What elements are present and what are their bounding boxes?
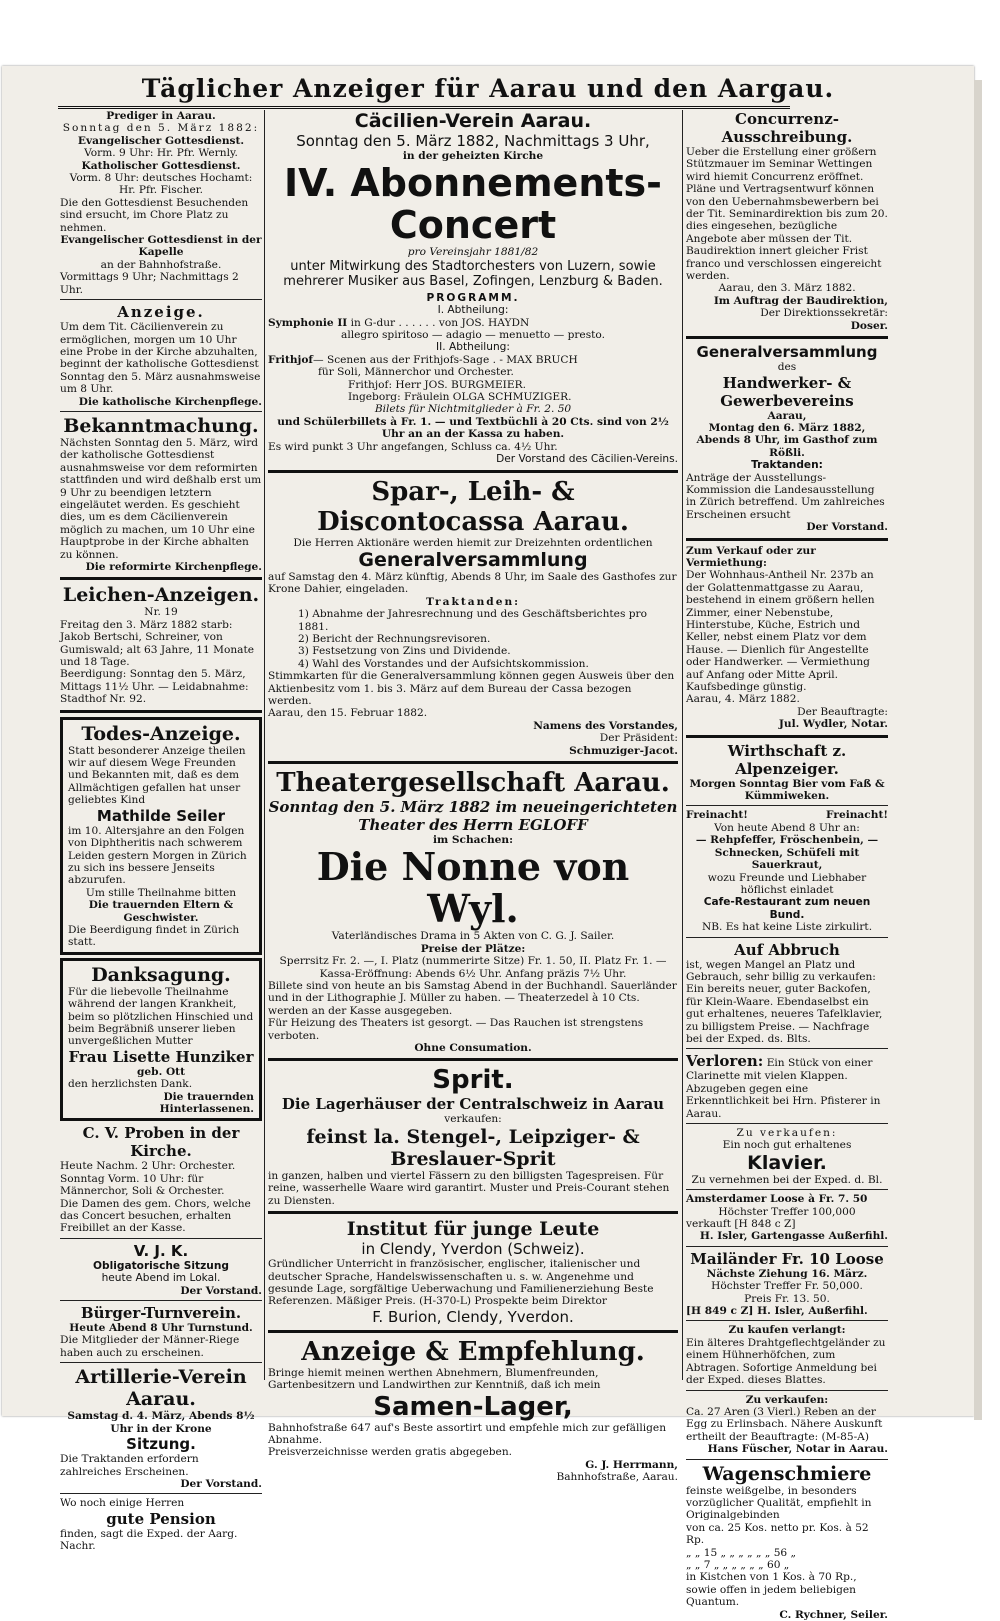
dank-text: Für die liebevolle Theilnahme während der langen Krankheit, beim so plötzlichen Hinschied und beim Begräbniß unserer lieben unvergeßlichen Mutter [68,985,254,1048]
todes-text: Statt besonderer Anzeige theilen wir auf diesem Wege Freunden und Bekannten mit, daß es dem Allmächtigen gefallen hat unser geliebtes Kind [68,744,246,807]
sprit-text: in ganzen, halben und viertel Fässern zu den billigsten Tagespreisen. Für reine, wasserhelle Waare wird garantirt. Muster und Preis-Courant stehen zu Diensten. [268,1169,670,1207]
prog-symph2: in G-dur . . . . . . von JOS. HAYDN [350,316,530,329]
spar-t4: 4) Wahl des Vorstandes und der Aufsichtskommission. [298,657,589,670]
prog-symph: Symphonie II [268,316,348,329]
theat-price-text: Sperrsitz Fr. 2. —, I. Platz (nummerirte Sitze) Fr. 1. 50, II. Platz Fr. 1. — [279,955,667,968]
conc-date: Aarau, den 3. März 1882. [718,282,856,295]
reb-sign: Hans Füscher, Notar in Aarau. [707,1443,888,1456]
frei-big: — Rehpfeffer, Fröschenbein, — [695,834,879,847]
spar-sign3: Schmuziger-Jacot. [569,744,678,757]
verl-text: Ein Stück von einer Clarinette mit vielen Klappen. Abzugeben gegen eine Erkenntlichkeit bei Hrn. Pfisterer in Aarau. [686,1057,881,1120]
vjk-sub: Obligatorische Sitzung [93,1259,229,1272]
mail-text3: Preis Fr. 13. 50. [744,1292,830,1305]
prediger-title: Prediger in Aarau. [106,110,216,122]
page-edge [974,80,982,1420]
art-text: Samstag d. 4. März, Abends 8½ Uhr in der Krone [67,1410,255,1435]
conc-sign: Im Auftrag der Baudirektion, [713,294,888,307]
gv-des: des [777,361,797,374]
conc-text: Ueber die Erstellung einer größern Stützmauer im Seminar Wettingen wird hiemit Concurrenz eröffnet. Pläne und Vertragsentwurf können von den Uebernahmsbewerbern bei der Tit. Seminardirektion bis zum 20. dies eingesehen, bezügliche Angebote aber müssen der Tit. Baudirektion innert gleicher Frist franco und verschlossen eingereicht werden. [686,146,888,283]
prog-2: II. Abtheilung: [436,341,510,354]
column-middle [268,110,678,1484]
sprit-big: feinst la. Stengel-, Leipziger- & Breslauer-Sprit [306,1125,640,1170]
prog-frith5: Ingeborg: Fräulein OLGA SCHMUZIGER. [348,391,572,404]
mail-sign: [H 849 c Z] H. Isler, Außerfihl. [686,1305,868,1318]
ev-title: Evangelischer Gottesdienst. [77,134,245,147]
frei-nb: NB. Es hat keine Liste zirkulirt. [701,921,873,934]
kapelle-text: an der Bahnhofstraße. [100,258,222,271]
mail-text: Nächste Ziehung 16. März. [706,1267,868,1280]
todes-name: Mathilde Seiler [96,806,226,825]
prog-start: Es wird punkt 3 Uhr angefangen, Schluss ca. 4½ Uhr. [268,440,558,453]
inst-place: in Clendy, Yverdon (Schweiz). [361,1240,585,1259]
samen-sign: G. J. Herrmann, [585,1458,678,1471]
prog-frith2: — Scenen aus der Frithjofs-Sage . - MAX BRUCH [313,353,578,366]
pension-text: Wo noch einige Herren [60,1497,185,1510]
theat-sub: Vaterländisches Drama in 5 Akten von C. G. J. Sailer. [331,930,615,943]
dank-title: Danksagung. [91,963,231,986]
prog-frith3: für Soli, Männerchor und Orchester. [318,366,514,379]
cac-title: Cäcilien-Verein Aarau. [354,110,592,132]
prog-sign: Der Vorstand des Cäcilien-Vereins. [496,453,678,466]
verk-text: Der Wohnhaus-Antheil Nr. 237b an der Golattenmattgasse zu Aarau, bestehend in einem größern hellen Zimmer, einer Nebenstube, Hinterstube, Küche, Estrich und Keller, nebst einem Platz vor dem Hause. — Dienlich für Angestellte oder Handwerker. — Vermiethung auf Anfang oder Mitte April. Kaufsbedinge günstig. [686,569,875,694]
cac-place: in der geheizten Kirche [402,150,544,162]
abbr-title: Auf Abbruch [734,940,840,959]
lose-text2: verkauft [H 848 c Z] [686,1218,796,1231]
frei-big2: Schnecken, Schüfeli mit Sauerkraut, [714,846,860,872]
gv-title: Generalversammlung [696,343,878,362]
wag-text4: „ „ 7 „ „ „ „ „ „ 60 „ [686,1558,790,1571]
spar-gv: Generalversammlung [358,548,588,571]
verk-sign: Der Beauftragte: [797,705,888,718]
cac-with: unter Mitwirkung des Stadtorchesters von Luzern, sowie mehrerer Musiker aus Basel, Zofingen, Lenzburg & Baden. [283,258,663,289]
wirt-text: Morgen Sonntag Bier vom Faß & Kümmiweken. [689,777,885,803]
verl-title: Verloren: [686,1052,764,1071]
art-text2: Die Traktanden erfordern zahlreiches Erscheinen. [60,1453,199,1478]
cac-date: Sonntag den 5. März 1882, Nachmittags 3 Uhr, [296,132,650,150]
ev-text: Vorm. 9 Uhr: Hr. Pfr. Wernly. [84,147,238,160]
art-sitzung: Sitzung. [126,1435,196,1454]
kapelle-text2: Vormittags 9 Uhr; Nachmittags 2 Uhr. [60,271,239,296]
prog-bil2: und Schülerbillets à Fr. 1. — und Textbüchli à 20 Cts. sind von 2½ Uhr an an der Kassa zu haben. [277,415,669,441]
turn-text: Heute Abend 8 Uhr Turnstund. [69,1322,253,1335]
klav-text: Zu verkaufen: [736,1127,838,1139]
anzeige-text: Um dem Tit. Cäcilienverein zu ermöglichen, morgen um 10 Uhr eine Probe in der Kirche abzuhalten, beginnt der katholische Gottesdienst Sonntag den 5. März ausnahmsweise um 8 Uhr. [60,321,261,396]
leichen-nr: Nr. 19 [144,606,178,619]
spar-text3: Stimmkarten für die Generalversammlung können gegen Ausweis über den Aktienbesitz vom 1. bis 3. März auf dem Bureau der Cassa bezogen werden. [268,670,675,707]
gv-verein: Handwerker- & Gewerbevereins [720,373,854,410]
dank-name2: geb. Ott [137,1065,185,1078]
theat-open: Kassa-Eröffnung: Abends 6½ Uhr. Anfang präzis 7½ Uhr. [319,967,627,980]
theat-heat: Für Heizung des Theaters ist gesorgt. — Das Rauchen ist strengstens verboten. [268,1017,644,1042]
dank-sign: Die trauernden Hinterlassenen. [159,1090,254,1115]
column-divider [682,110,683,1380]
theat-bil: Billete sind von heute an bis Samstag Abend in der Buchhandl. Sauerländer und in der Lithographie J. Müller zu haben. — Theaterzedel à 10 Cts. werden an der Kasse ausgegeben. [268,980,677,1017]
column-right [686,110,888,1621]
kauf-text: Ein älteres Drahtgeflechtgeländer zu einem Hühnerhöfchen, zum Abtragen. Sofortige Anmeldung bei der Exped. dieses Blattes. [686,1336,886,1387]
anzeige-sign: Die katholische Kirchenpflege. [78,395,262,408]
todes-text4: Die Beerdigung findet in Zürich statt. [68,923,240,949]
art-sign: Der Vorstand. [180,1477,262,1490]
theat-title: Theatergesellschaft Aarau. [276,768,670,798]
prog-frith: Frithjof [268,353,313,366]
sprit-sub: Die Lagerhäuser der Centralschweiz in Aarau [281,1095,665,1114]
bek-sign: Die reformirte Kirchenpflege. [85,561,262,573]
wag-text: feinste weißgelbe, in besonders vorzüglicher Qualität, empfiehlt in Originalgebinden [686,1484,872,1522]
spar-trakt: Traktanden: [425,595,521,608]
frei-title2: Freinacht! [826,809,888,822]
wag-text3: „ „ 15 „ „ „ „ „ „ 56 „ [686,1546,797,1559]
bek-text: Nächsten Sonntag den 5. März, wird der katholische Gottesdienst ausnahmsweise vor dem reformirten stattfinden und wird deßhalb erst um 9 Uhr zu beendigen letztern eingeläutet werden. Es geschieht dies, um es dem Cäcilienverein möglich zu machen, um 10 Uhr eine Hauptprobe in der Kirche abhalten zu können. [60,436,262,561]
cv-text2: Die Damen des gem. Chors, welche das Concert besuchen, erhalten Freibillet an der Kasse. [60,1197,251,1235]
samen-big: Samen-Lager, [373,1391,573,1422]
dank-box [60,958,262,1122]
kath-text: Vorm. 8 Uhr: deutsches Hochamt: Hr. Pfr. Fischer. [69,172,253,197]
cac-concert: IV. Abonnements-Concert [284,161,662,248]
prog-title: PROGRAMM. [426,291,520,304]
reb-text: Ca. 27 Aren (3 Vierl.) Reben an der Egg zu Erlinsbach. Nähere Auskunft ertheilt der Beauftragte: (M-85-A) [686,1405,883,1443]
lose-sign: H. Isler, Gartengasse Außerfihl. [699,1230,888,1243]
inst-text: Gründlicher Unterricht in französischer, englischer, italienischer und deutscher Sprache, Handelswissenschaften u. s. w. Angenehme und gesunde Lage, sorgfältige Ueberwachung und Familienerziehung Beste Referenzen. Mäßiger Preis. (H-370-L) Prospekte beim Direktor [268,1258,654,1308]
todes-text3: Um stille Theilnahme bitten [85,886,237,899]
cv-text: Heute Nachm. 2 Uhr: Orchester. Sonntag Vorm. 10 Uhr: für Männerchor, Soli & Orchester. [60,1160,236,1198]
verk-sign2: Jul. Wydler, Notar. [778,718,888,731]
newspaper-page [2,66,974,1621]
klav-text2: Ein noch gut erhaltenes [722,1139,852,1152]
top-rule [58,106,790,109]
gv-sign: Der Vorstand. [806,521,888,534]
mail-title: Mailänder Fr. 10 Loose [690,1249,884,1268]
vjk-text: heute Abend im Lokal. [101,1272,221,1285]
frei-cafe: Cafe-Restaurant zum neuen Bund. [703,896,871,921]
wirt-title: Wirthschaft z. Alpenzeiger. [727,741,847,778]
mail-text2: Höchster Treffer Fr. 50,000. [711,1280,863,1293]
wag-text2: von ca. 25 Kos. netto pr. Kos. à 52 Rp. [686,1521,869,1547]
sprit-title: Sprit. [432,1065,514,1096]
vjk-title: V. J. K. [133,1241,189,1260]
gv-aarau: Aarau, [767,409,807,422]
lose-text: Höchster Treffer 100,000 [718,1205,856,1218]
theat-play: Die Nonne von Wyl. [316,844,630,932]
abbr-text: ist, wegen Mangel an Platz und Gebrauch, sehr billig zu verkaufen: Ein bereits neuer, guter Backofen, für Klein-Waare. Ebendaselbst ein gut erhaltenes, neueres Tafelklavier, zu billigstem Preise. — Nachfrage bei der Exped. ds. Blts. [686,958,883,1045]
samen-text2: Bahnhofstraße 647 auf's Beste assortirt und empfehle mich zur gefälligen Abnahme. [268,1421,667,1446]
samen-text: Bringe hiemit meinen werthen Abnehmern, Blumenfreunden, Gartenbesitzern und Landwirthen zur Kenntniß, daß ich mein [268,1366,601,1392]
spar-text: Die Herren Aktionäre werden hiemit zur Dreizehnten ordentlichen [293,536,653,549]
theat-text: Sonntag den 5. März 1882 im neueingerichteten Theater des Herrn EGLOFF [268,798,678,834]
samen-title: Anzeige & Empfehlung. [301,1336,645,1367]
spar-text2: auf Samstag den 4. März künftig, Abends 8 Uhr, im Saale des Gasthofes zur Krone Dahier, eingeladen. [268,570,677,596]
kath-title: Katholischer Gottesdienst. [81,159,241,172]
frei-text: Von heute Abend 8 Uhr an: [714,821,860,834]
prediger-date: Sonntag den 5. März 1882: [62,122,260,135]
conc-sign2: Der Direktionssekretär: [760,307,888,320]
spar-t2: 2) Bericht der Rechnungsrevisoren. [298,632,491,645]
vjk-sign: Der Vorstand. [180,1284,262,1297]
dank-text2: den herzlichsten Dank. [68,1078,193,1091]
dank-name: Frau Lisette Hunziker [68,1047,254,1066]
pension-title: gute Pension [106,1509,216,1528]
spar-t3: 3) Festsetzung von Zins und Dividende. [298,645,511,658]
cv-title: C. V. Proben in der Kirche. [82,1124,240,1161]
todes-title: Todes-Anzeige. [81,722,241,745]
leichen-title: Leichen-Anzeigen. [62,584,260,607]
spar-sign2: Der Präsident: [599,732,678,745]
inst-title: Institut für junge Leute [346,1218,600,1241]
todes-box [60,717,262,955]
klav-title: Klavier. [747,1151,827,1174]
todes-text2: im 10. Altersjahre an den Folgen von Diphtheritis nach schwerem Leiden gestern Morgen in Zürich zu sich ins bessere Jenseits abzurufen. [68,824,247,887]
spar-t1: 1) Abnahme der Jahresrechnung und des Geschäftsberichtes pro 1881. [298,608,647,633]
lose-title: Amsterdamer Loose à Fr. 7. 50 [686,1193,868,1206]
leichen-text: Freitag den 3. März 1882 starb: Jakob Bertschi, Schreiner, von Gumiswald; alt 63 Jahre, 11 Monate und 18 Tage. [60,618,255,669]
wag-title: Wagenschmiere [702,1462,872,1485]
frei-title: Freinacht! [686,809,748,822]
leichen-text2: Beerdigung: Sonntag den 5. März, Mittags 11½ Uhr. — Leidabnahme: Stadthof Nr. 92. [60,668,249,706]
prog-frith4: Frithjof: Herr JOS. BURGMEIER. [348,378,526,391]
verk-date: Aarau, 4. März 1882. [686,693,800,706]
prog-symph3: allegro spiritoso — adagio — menuetto — presto. [341,329,605,342]
art-title: Artillerie-Verein Aarau. [75,1366,247,1411]
masthead: Täglicher Anzeiger für Aarau und den Aargau. [141,74,835,103]
wag-text5: in Kistchen von 1 Kos. à 70 Rp., sowie offen in jedem beliebigen Quantum. [686,1571,857,1609]
kath-text2: Die den Gottesdienst Besuchenden sind ersucht, im Chore Platz zu nehmen. [60,196,249,234]
spar-sign: Namens des Vorstandes, [533,719,678,732]
verk-title: Zum Verkauf oder zur Vermiethung: [686,544,816,569]
theat-consum: Ohne Consumation. [414,1042,532,1055]
wag-sign: C. Rychner, Seiler. [779,1608,888,1621]
frei-text2: wozu Freunde und Liebhaber höflichst einladet [707,871,867,896]
turn-text2: Die Mitglieder der Männer-Riege haben auch zu erscheinen. [60,1334,240,1359]
samen-text3: Preisverzeichnisse werden gratis abgegeben. [268,1446,513,1459]
pension-text2: finden, sagt die Exped. der Aarg. Nachr. [60,1527,238,1553]
bek-title: Bekanntmachung. [63,414,259,437]
anzeige-title: Anzeige. [117,303,205,322]
gv-text2: Anträge der Ausstellungs-Kommission die Landesausstellung in Zürich betreffend. Um zahlreiches Erscheinen ersucht [686,471,885,521]
sprit-sub2: verkaufen: [444,1113,502,1126]
prog-1: I. Abtheilung: [437,304,509,317]
todes-sign: Die trauernden Eltern & Geschwister. [88,899,234,924]
kauf-title: Zu kaufen verlangt: [728,1324,846,1337]
conc-sign3: Doser. [850,319,888,332]
turn-title: Bürger-Turnverein. [80,1304,242,1323]
column-left [60,110,262,1553]
gv-trakt: Traktanden: [751,459,823,472]
prog-bil: Bilets für Nichtmitglieder à Fr. 2. 50 [374,403,572,416]
klav-text3: Zu vernehmen bei der Exped. d. Bl. [691,1173,883,1186]
spar-date: Aarau, den 15. Februar 1882. [268,707,428,720]
spar-title: Spar-, Leih- & Discontocassa Aarau. [317,476,629,537]
column-divider [264,110,265,1380]
theat-place: im Schachen: [432,834,514,846]
gv-text: Montag den 6. März 1882, Abends 8 Uhr, im Gasthof zum Rößli. [696,421,878,459]
kapelle-title: Evangelischer Gottesdienst in der Kapelle [60,234,262,259]
inst-sign: F. Burion, Clendy, Yverdon. [372,1307,574,1326]
samen-sign2: Bahnhofstraße, Aarau. [556,1471,678,1484]
conc-title: Concurrenz-Ausschreibung. [721,110,853,146]
cac-year: pro Vereinsjahr 1881/82 [407,246,539,259]
reb-title: Zu verkaufen: [745,1393,829,1406]
theat-prices: Preise der Plätze: [420,942,526,955]
